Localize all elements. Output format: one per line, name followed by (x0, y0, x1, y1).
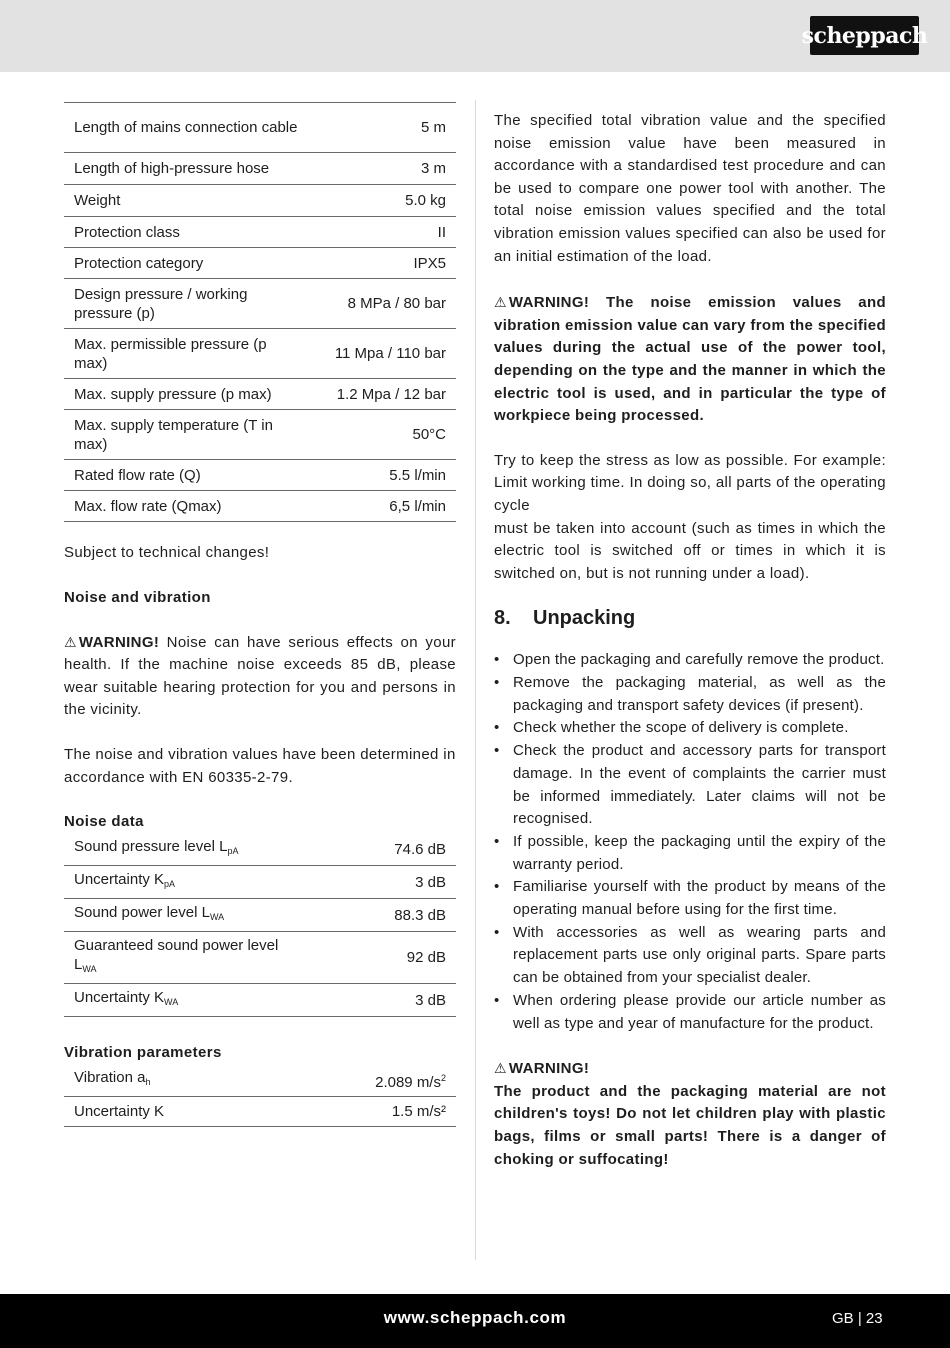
row-label: Uncertainty K (64, 1097, 308, 1127)
row-label: Length of mains connection cable (64, 103, 308, 153)
table-row (64, 460, 456, 491)
row-label: Rated flow rate (Q) (64, 460, 308, 491)
table-row (64, 833, 456, 866)
table-row (64, 1064, 456, 1097)
table-row (64, 279, 456, 329)
row-value: 6,5 l/min (308, 491, 456, 522)
determined-values-paragraph: The noise and vibration values have been determined in accordance with EN 60335-2-79. (64, 745, 456, 786)
row-label: Max. supply temperature (T in max) (64, 410, 308, 460)
section-heading-unpacking (494, 605, 886, 631)
table-row (64, 329, 456, 379)
row-label: Max. supply pressure (p max) (64, 379, 308, 410)
row-value: 2.089 $m/s^2$ (308, 1064, 456, 1097)
row-label: Protection class (64, 217, 308, 248)
row-value: 8 MPa / 80 bar (308, 279, 456, 329)
list-item: • When ordering please provide our article number as well as type and year of manufacture for the product. (494, 990, 886, 1035)
row-label: Sound pressure level $L_{pA}$ (64, 833, 308, 866)
warning-label: WARNING! (78, 633, 160, 651)
row-label: Sound power level $L_{WA}$ (64, 899, 308, 932)
page-number: GB | 23 (832, 1310, 883, 1327)
section-title: Unpacking (533, 607, 636, 630)
row-value: II (308, 217, 456, 248)
row-label: Max. flow rate (Qmax) (64, 491, 308, 522)
row-label: Vibration $a_h$ (64, 1064, 308, 1097)
row-value: 11 Mpa / 110 bar (308, 329, 456, 379)
list-item: • Open the packaging and carefully remove the product. (494, 649, 886, 672)
table-row (64, 153, 456, 185)
noise-data-table (64, 833, 456, 1017)
stress-paragraph: Try to keep the stress as low as possible. For example: Limit working time. In doing so, all parts of the operating cycle (494, 451, 886, 514)
list-item: • If possible, keep the packaging until the expiry of the warranty period. (494, 831, 886, 876)
table-row (64, 932, 456, 984)
row-value: 3 dB (308, 866, 456, 899)
unpacking-list (494, 649, 886, 1035)
noise-warning-paragraph (64, 631, 456, 722)
list-item: • Familiarise yourself with the product by means of the operating manual before using for the first time. (494, 876, 886, 921)
list-item: • Remove the packaging material, as well as the packaging and transport safety devices (if present). (494, 672, 886, 717)
vibration-value-paragraph: The specified total vibration value and the specified noise emission value have been measured in accordance with a standardised test procedure and can be used to compare one power tool with another. The total noise emission values specified and the total vibration emission values specified can also be used for an initial estimation of the load. (494, 112, 886, 265)
table-row (64, 185, 456, 217)
row-label: Uncertainty $K_{WA}$ (64, 984, 308, 1017)
table-row (64, 217, 456, 248)
row-value: 1.5 m/s² (308, 1097, 456, 1127)
noise-data-heading: Noise data (64, 813, 144, 831)
table-row (64, 866, 456, 899)
row-label: Guaranteed sound power level $L_{WA}$ (64, 932, 308, 984)
row-value: 74.6 dB (308, 833, 456, 866)
row-value: 3 dB (308, 984, 456, 1017)
warning-text: The noise emission values and vibration emission value can vary from the specified values during the actual use of the power tool, depending on the type and the manner in which the electric tool is used, and in particular the type of workpiece being processed. (494, 294, 886, 425)
row-value: 3 m (308, 153, 456, 185)
subject-to-changes-note: Subject to technical changes! (64, 544, 270, 561)
warning-label: WARNING! (508, 294, 590, 312)
warning-triangle-icon: ⚠ (64, 633, 77, 650)
warning-text: Noise can have serious effects on your health. If the machine noise exceeds 85 dB, please wear suitable hearing protection for you and persons in the vicinity. (64, 633, 456, 719)
row-value: 5.0 kg (308, 185, 456, 217)
row-value: IPX5 (308, 248, 456, 279)
section-number: 8. (494, 607, 511, 630)
children-warning-text: The product and the packaging material are not children's toys! Do not let children play with plastic bags, films or small parts! There is a danger of choking or suffocating! (494, 1082, 886, 1168)
warning-triangle-icon: ⚠ (494, 294, 507, 311)
brand-logo: scheppach (810, 16, 919, 55)
column-divider (475, 100, 476, 1260)
noise-vibration-heading: Noise and vibration (64, 588, 211, 606)
right-column (494, 110, 886, 1171)
list-item: • With accessories as well as wearing parts and replacement parts use only original parts. Spare parts can be obtained from your specialist dealer. (494, 922, 886, 990)
vibration-parameters-heading: Vibration parameters (64, 1044, 222, 1062)
table-row (64, 379, 456, 410)
row-value: 1.2 Mpa / 12 bar (308, 379, 456, 410)
table-row (64, 491, 456, 522)
children-warning-label: ⚠ WARNING! (494, 1057, 886, 1081)
row-label: Protection category (64, 248, 308, 279)
table-row (64, 410, 456, 460)
table-row (64, 899, 456, 932)
table-row (64, 103, 456, 153)
emission-warning-paragraph (494, 291, 886, 428)
table-row (64, 1097, 456, 1127)
row-label: Uncertainty $K_{pA}$ (64, 866, 308, 899)
row-label: Weight (64, 185, 308, 217)
list-item: • Check whether the scope of delivery is complete. (494, 717, 886, 740)
warning-triangle-icon: ⚠ (494, 1060, 507, 1077)
row-label: Design pressure / working pressure (p) (64, 279, 308, 329)
row-value: 5 m (308, 103, 456, 153)
row-label: Length of high-pressure hose (64, 153, 308, 185)
row-value: 5.5 l/min (308, 460, 456, 491)
list-item: • Check the product and accessory parts for transport damage. In the event of complaints the carrier must be informed immediately. Later claims will not be recognised. (494, 740, 886, 831)
stress-paragraph-continued: must be taken into account (such as times in which the electric tool is switched off or times in which it is switched on, but is not running under a load). (494, 519, 886, 582)
row-label: Max. permissible pressure (p max) (64, 329, 308, 379)
left-column (64, 102, 456, 1127)
row-value: 88.3 dB (308, 899, 456, 932)
table-row (64, 248, 456, 279)
table-row (64, 984, 456, 1017)
technical-data-table (64, 102, 456, 522)
row-value: 92 dB (308, 932, 456, 984)
row-value: 50°C (308, 410, 456, 460)
footer-website-link[interactable]: www.scheppach.com (383, 1308, 567, 1327)
vibration-parameters-table (64, 1064, 456, 1127)
